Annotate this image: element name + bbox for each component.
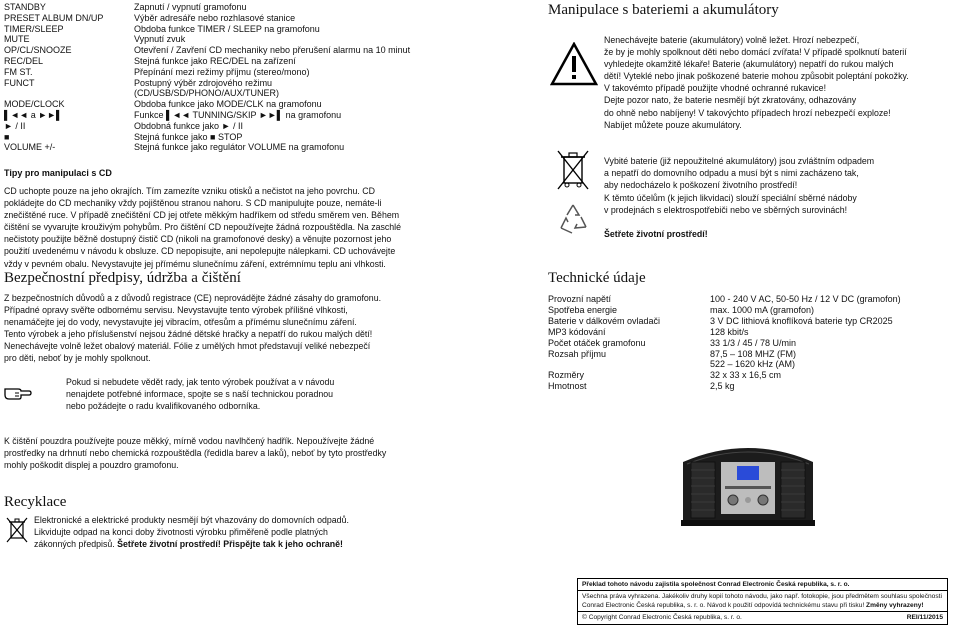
battery-warning-line: Dejte pozor nato, že baterie nesmějí být zkratovány, odhazovány bbox=[604, 95, 857, 106]
cd-tips-text bbox=[4, 185, 474, 270]
key-function: Obdoba funkce TIMER / SLEEP na gramofonu bbox=[134, 23, 320, 34]
key-function: Otevření / Zavření CD mechaniky nebo přerušení alarmu na 10 minut bbox=[134, 45, 411, 56]
key-name: OP/CL/SNOOZE bbox=[4, 45, 72, 56]
safety-line: pro děti, neboť by je mohly spolknout. bbox=[4, 353, 151, 364]
cleaning-line: prostředky na drhnutí nebo chemická rozpouštědla (ředidla barev a laků), neboť by tyto prostředky bbox=[4, 448, 387, 459]
spec-label: Provozní napětí bbox=[548, 294, 612, 304]
key-function: Výběr adresáře nebo rozhlasové stanice bbox=[134, 12, 296, 23]
hand-pointer-icon bbox=[4, 381, 32, 403]
spec-label: Baterie v dálkovém ovladači bbox=[548, 315, 661, 326]
spec-value: max. 1000 mA (gramofon) bbox=[710, 304, 815, 315]
cleaning-line: mohly poškodit displej a pouzdro gramofonu. bbox=[4, 460, 179, 471]
battery-collection-line: v prodejnách s elektrospotřebiči nebo ve sběrných surovinách! bbox=[604, 205, 848, 216]
key-name: FUNCT bbox=[4, 77, 35, 88]
key-name: ■ bbox=[4, 131, 10, 142]
key-function: Stejná funkce jako REC/DEL na zařízení bbox=[134, 56, 296, 66]
safety-heading: Bezpečnostní předpisy, údržba a čištění bbox=[4, 270, 241, 286]
recycling-line-last bbox=[34, 538, 474, 550]
turntable-image bbox=[673, 432, 823, 528]
key-name: REC/DEL bbox=[4, 56, 44, 66]
recycling-legal: zákonných předpisů. bbox=[34, 539, 118, 550]
key-name: FM ST. bbox=[4, 66, 33, 77]
spec-value: 33 1/3 / 45 / 78 U/min bbox=[710, 337, 797, 348]
key-name: MODE/CLOCK bbox=[4, 99, 65, 110]
footer-translation: Překlad tohoto návodu zajistila společnost Conrad Electronic Česká republika, s. r. o. bbox=[578, 579, 947, 591]
key-name: VOLUME +/- bbox=[4, 142, 56, 153]
cleaning-text bbox=[4, 435, 474, 471]
key-function: Funkce ▌◄◄ TUNNING/SKIP ►►▌ na gramofonu bbox=[134, 110, 342, 120]
battery-warning-line: dětí! Vyteklé nebo jinak poškozené baterie mohou způsobit poleptání pokožky. bbox=[604, 71, 909, 82]
safety-text bbox=[4, 292, 474, 365]
safety-line: Případné opravy svěřte odbornému servisu. Nevystavujte tento výrobek přílišné vlhkosti, bbox=[4, 305, 348, 316]
spec-value: 87,5 – 108 MHZ (FM) bbox=[710, 348, 797, 359]
footer-copyright-row bbox=[578, 612, 947, 623]
key-name: ► / II bbox=[4, 120, 26, 131]
recycle-icon bbox=[556, 202, 590, 236]
battery-warning-line: že by je mohly spolknout děti nebo domácí zvířata! V případě spolknutí baterií bbox=[604, 47, 907, 58]
spec-value: 3 V DC lithiová knoflíková baterie typ CR2025 bbox=[710, 315, 893, 326]
spec-label: Rozměry bbox=[548, 370, 585, 381]
cleaning-line: K čištění pouzdra používejte pouze měkký, mírně vodou navlhčený hadřík. Nepoužívejte žádné bbox=[4, 436, 375, 446]
advice-line: nebo požádejte o radu kvalifikovaného odborníka. bbox=[66, 401, 261, 412]
key-name: PRESET ALBUM DN/UP bbox=[4, 12, 104, 23]
battery-warning-text bbox=[604, 34, 954, 131]
specs-heading: Technické údaje bbox=[548, 270, 646, 286]
battery-warning-line: V takovémto případě použijte vhodné ochranné rukavice! bbox=[604, 83, 827, 94]
key-function: Stejná funkce jako regulátor VOLUME na gramofonu bbox=[134, 142, 345, 153]
key-function: Stejná funkce jako ■ STOP bbox=[134, 131, 243, 142]
battery-disposal-text bbox=[604, 155, 954, 191]
key-function: Obdoba funkce jako MODE/CLK na gramofonu bbox=[134, 99, 322, 110]
battery-warning-line: Nenechávejte baterie (akumulátory) volně ležet. Hrozí nebezpečí, bbox=[604, 35, 860, 45]
footer-changes: Změny vyhrazeny! bbox=[866, 602, 924, 609]
battery-warning-line: vyhledejte okamžitě lékaře! Baterie (akumulátory) nepatří do rukou malých bbox=[604, 59, 894, 70]
footer-box bbox=[577, 578, 948, 625]
key-function: Postupný výběr zdrojového režimu bbox=[134, 77, 273, 88]
cd-tips-line: nečistoty použijte běžně dostupný čistič CD (nikoli na gramofonové desky) a věnujte pozornost jeho bbox=[4, 234, 392, 245]
cd-tips-line: použití uvedenému v návodu k obsluze. CD nepopisujte, ani nepolepujte nálepkami. CD uchovávejte bbox=[4, 246, 396, 257]
advice-line: Pokud si nebudete vědět rady, jak tento výrobek používat a v návodu bbox=[66, 377, 335, 387]
spec-value: 128 kbit/s bbox=[710, 326, 749, 337]
recycling-env-note: Šetřete životní prostředí! Přispějte tak k jeho ochraně! bbox=[117, 539, 343, 550]
environment-note: Šetřete životní prostředí! bbox=[604, 229, 708, 239]
advice-note bbox=[66, 376, 466, 412]
cd-tips-line: znečištěné ruce. V případě znečištění CD jej otřete měkkým hadříkem od středu směrem ven. Během bbox=[4, 210, 400, 221]
crossed-bin-icon bbox=[6, 516, 28, 544]
spec-value: 32 x 33 x 16,5 cm bbox=[710, 370, 782, 381]
key-name: TIMER/SLEEP bbox=[4, 23, 64, 34]
footer-rights-line2 bbox=[582, 601, 943, 610]
battery-disposal-line: a nepatří do domovního odpadu a musí být s nimi zacházeno tak, bbox=[604, 168, 859, 179]
spec-label: Rozsah příjmu bbox=[548, 348, 607, 359]
key-name: STANDBY bbox=[4, 2, 46, 12]
spec-label: Počet otáček gramofonu bbox=[548, 337, 646, 348]
footer-rights-text: Conrad Electronic Česká republika, s. r. o. Návod k použití odpovídá technickému stavu při tisku! bbox=[582, 602, 867, 609]
footer-copyright: © Copyright Conrad Electronic Česká republika, s. r. o. bbox=[582, 614, 742, 621]
cd-tips-line: CD uchopte pouze na jeho okrajích. Tím zamezíte vzniku otisků a nečistot na jeho povrchu. CD bbox=[4, 186, 375, 196]
battery-warning-line: do ohně nebo nabíjeny! V takovýchto případech hrozí nebezpečí exploze! bbox=[604, 107, 891, 118]
cd-tips-line: pokládejte do CD mechaniky vždy pojištěnou stranou nahoru. S CD manipulujte pouze, nemáte-li bbox=[4, 198, 382, 209]
batteries-heading: Manipulace s bateriemi a akumulátory bbox=[548, 2, 779, 18]
safety-line: Z bezpečnostních důvodů a z důvodů registrace (CE) neprovádějte žádné zásahy do gramofonu. bbox=[4, 293, 382, 303]
cd-tips-line: čištění se vyvarujte krouživým pohybům. Pro čištění CD nepoužívejte žádná rozpouštědla. Na zaschlé bbox=[4, 222, 402, 233]
safety-line: Tento výrobek a jeho příslušenství nejsou žádné dětské hračky a nepatří do rukou malých dětí! bbox=[4, 329, 373, 340]
footer-rights bbox=[578, 591, 947, 612]
footer-code: REI/11/2015 bbox=[906, 614, 943, 621]
warning-icon bbox=[550, 42, 598, 86]
battery-warning-line: Nabíjet můžete pouze akumulátory. bbox=[604, 119, 742, 130]
key-function: Vypnutí zvuk bbox=[134, 34, 186, 45]
cd-tips-heading: Tipy pro manipulaci s CD bbox=[4, 168, 112, 178]
battery-collection-line: K těmto účelům (k jejich likvidaci) slouží speciální sběrné nádoby bbox=[604, 193, 857, 203]
key-name: ▌◄◄ a ►►▌ bbox=[4, 110, 63, 120]
battery-disposal-line: aby nedocházelo k poškození životního prostředí! bbox=[604, 180, 798, 191]
advice-line: nenajdete potřebné informace, spojte se s naší technickou poradnou bbox=[66, 389, 334, 400]
recycling-line: Elektronické a elektrické produkty nesmějí být vhazovány do domovních odpadů. bbox=[34, 515, 349, 525]
key-function: Obdobná funkce jako ► / II bbox=[134, 120, 243, 131]
battery-disposal-line: Vybité baterie (již nepoužitelné akumulátory) jsou zvláštním odpadem bbox=[604, 156, 875, 166]
specs-table bbox=[548, 294, 958, 394]
spec-label: Hmotnost bbox=[548, 381, 587, 392]
cd-tips-line: vždy v pevném obalu. Nevystavujte jej přímému slunečnímu záření, extrémnímu teplu ani vlhkosti. bbox=[4, 258, 386, 269]
spec-value: 100 - 240 V AC, 50-50 Hz / 12 V DC (gramofon) bbox=[710, 294, 901, 304]
key-function-list bbox=[4, 2, 474, 154]
spec-label: MP3 kódování bbox=[548, 326, 606, 337]
footer-rights-line1: Všechna práva vyhrazena. Jakékoliv druhy kopií tohoto návodu, jako např. fotokopie, jsou předmětem souhlasu společnosti bbox=[582, 593, 942, 600]
crossed-bin-icon bbox=[556, 148, 590, 192]
key-function: Zapnutí / vypnutí gramofonu bbox=[134, 2, 247, 12]
key-function: Přepínání mezi režimy příjmu (stereo/mono) bbox=[134, 66, 310, 77]
spec-value: 522 – 1620 kHz (AM) bbox=[710, 359, 796, 370]
spec-label: Spotřeba energie bbox=[548, 304, 618, 315]
safety-line: nenamáčejte jej do vody, nevystavujte jej vibracím, otřesům a přímému slunečnímu záření. bbox=[4, 317, 357, 328]
recycling-heading: Recyklace bbox=[4, 494, 67, 510]
key-function: (CD/USB/SD/PHONO/AUX/TUNER) bbox=[134, 88, 280, 99]
spec-value: 2,5 kg bbox=[710, 381, 735, 392]
recycling-text bbox=[34, 514, 474, 550]
key-name: MUTE bbox=[4, 34, 30, 45]
recycling-line: Likvidujte odpad na konci doby životnosti výrobku přiměřeně podle platných bbox=[34, 527, 328, 538]
battery-collection-text bbox=[604, 192, 954, 216]
safety-line: Nenechávejte volně ležet obalový materiál. Fólie z umělých hmot představují veliké nebezpečí bbox=[4, 341, 371, 352]
